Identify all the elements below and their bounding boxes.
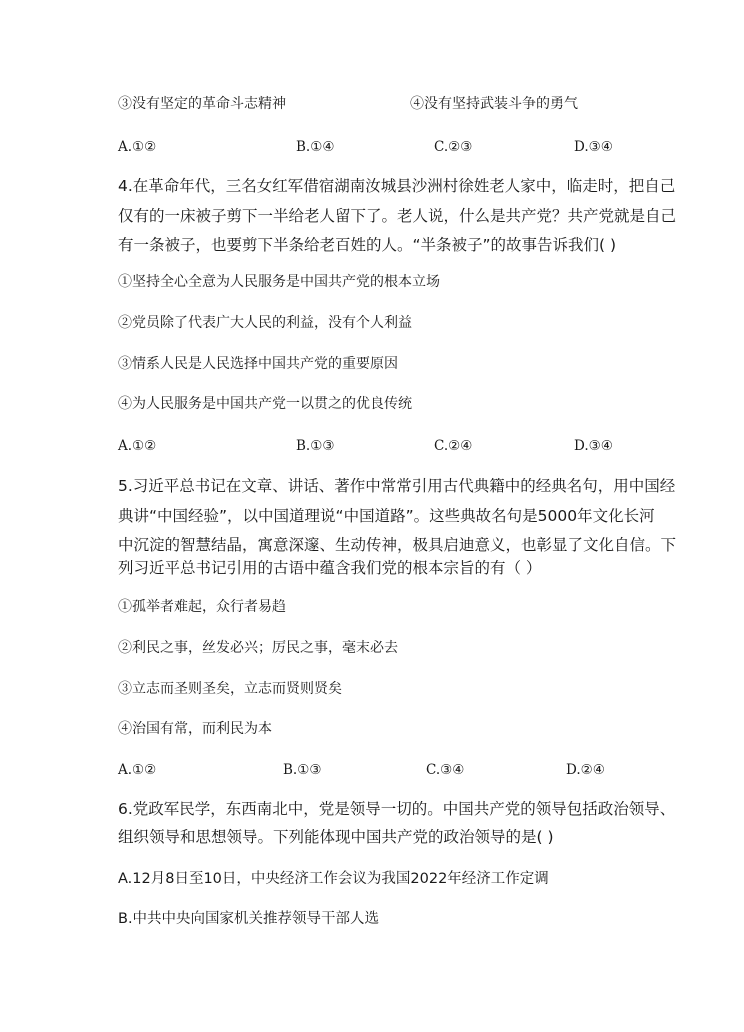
q5-stem-line-2: 典讲“中国经验”，以中国道理说“中国道路”。这些典故名句是5000年文化长河	[118, 507, 655, 525]
q5-stem-line-4: 列习近平总书记引用的古语中蕴含我们党的根本宗旨的有（ ）	[118, 559, 542, 577]
q6-stem-line-2: 组织领导和思想领导。下列能体现中国共产党的政治领导的是( )	[118, 828, 554, 846]
q4-answer-c: C.②④	[434, 438, 473, 454]
q3-answer-d: D.③④	[574, 139, 613, 155]
q5-answer-c: C.③④	[426, 762, 465, 778]
q4-answer-a: A.①②	[118, 438, 157, 454]
q3-statement-3: ③没有坚定的革命斗志精神	[118, 96, 286, 112]
q3-answer-a: A.①②	[118, 139, 157, 155]
q5-statement-1: ①孤举者难起，众行者易趋	[118, 599, 286, 615]
q4-stem-line-3: 有一条被子，也要剪下半条给老百姓的人。“半条被子”的故事告诉我们( )	[118, 236, 617, 254]
q4-answer-b: B.①③	[296, 438, 335, 454]
q4-statement-1: ①坚持全心全意为人民服务是中国共产党的根本立场	[118, 274, 440, 290]
q5-statement-3: ③立志而圣则圣矣，立志而贤则贤矣	[118, 681, 342, 697]
q5-answer-a: A.①②	[118, 762, 157, 778]
q3-answer-b: B.①④	[296, 139, 335, 155]
q3-answer-c: C.②③	[434, 139, 473, 155]
q4-statement-4: ④为人民服务是中国共产党一以贯之的优良传统	[118, 396, 412, 412]
q4-statement-3: ③情系人民是人民选择中国共产党的重要原因	[118, 356, 398, 372]
q5-answer-d: D.②④	[566, 762, 605, 778]
q3-statement-4: ④没有坚持武装斗争的勇气	[410, 96, 578, 112]
q4-stem-line-2: 仅有的一床被子剪下一半给老人留下了。老人说，什么是共产党？共产党就是自己	[118, 207, 677, 225]
q5-statement-2: ②利民之事，丝发必兴；厉民之事，毫末必去	[118, 640, 398, 656]
q4-answer-d: D.③④	[574, 438, 613, 454]
q5-answer-b: B.①③	[283, 762, 322, 778]
q4-stem-line-1: 4.在革命年代，三名女红军借宿湖南汝城县沙洲村徐姓老人家中，临走时，把自己	[118, 177, 676, 195]
q5-statement-4: ④治国有常，而利民为本	[118, 721, 272, 737]
q5-stem-line-1: 5.习近平总书记在文章、讲话、著作中常常引用古代典籍中的经典名句，用中国经	[118, 477, 676, 495]
q6-option-a: A.12月8日至10日，中央经济工作会议为我国2022年经济工作定调	[118, 871, 549, 887]
q6-option-b: B.中共中央向国家机关推荐领导干部人选	[118, 911, 380, 927]
q4-statement-2: ②党员除了代表广大人民的利益，没有个人利益	[118, 315, 412, 331]
q6-stem-line-1: 6.党政军民学，东西南北中，党是领导一切的。中国共产党的领导包括政治领导、	[118, 800, 676, 818]
q5-stem-line-3: 中沉淀的智慧结晶，寓意深邃、生动传神，极具启迪意义，也彰显了文化自信。下	[118, 536, 677, 554]
